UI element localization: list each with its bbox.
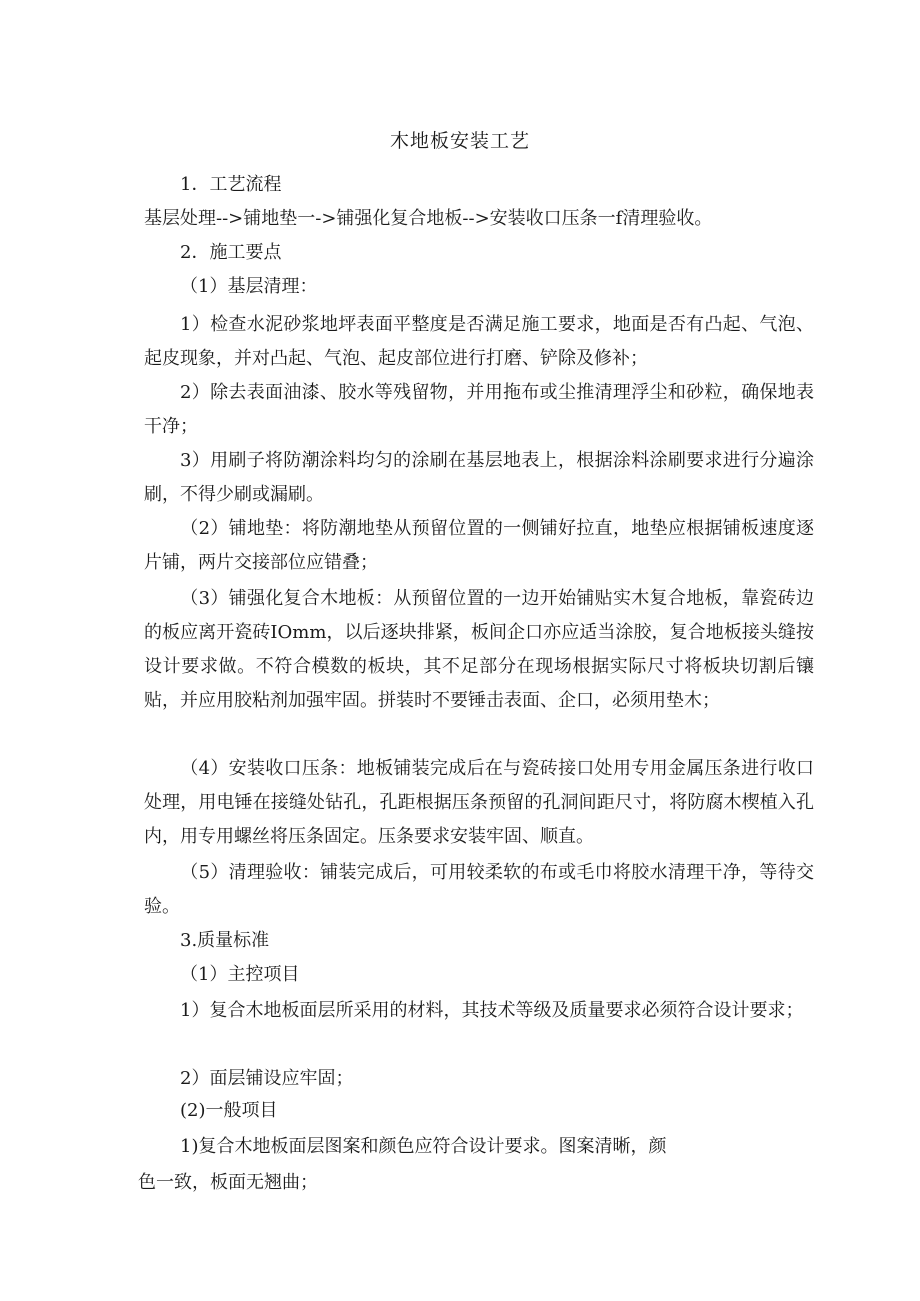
paragraph-text: 1）复合木地板面层所采用的材料，其技术等级及质量要求必须符合设计要求；	[180, 1000, 804, 1021]
paragraph-text: （2）铺地垫：将防潮地垫从预留位置的一侧铺好拉直，地垫应根据铺板速度逐片铺，两片交接部位应错叠；	[144, 518, 814, 573]
paragraph-text: 3）用刷子将防潮涂料均匀的涂刷在基层地表上，根据涂料涂刷要求进行分遍涂刷，不得少刷或漏刷。	[144, 450, 814, 505]
paragraph-laminate-flooring	[144, 582, 814, 718]
paragraph-pattern-color-cont	[138, 1166, 808, 1200]
paragraph-pattern-color	[144, 1130, 814, 1164]
process-flow	[144, 202, 814, 236]
paragraph-text: 基层处理-->铺地垫一->铺强化复合地板-->安装收口压条一f清理验收。	[144, 208, 713, 229]
paragraph-text: （1）主控项目	[180, 964, 300, 985]
subheading-main-control	[144, 958, 814, 992]
paragraph-text: (2)一般项目	[180, 1100, 278, 1121]
paragraph-materials	[144, 994, 814, 1028]
paragraph-text: 色一致，板面无翘曲；	[138, 1172, 318, 1193]
paragraph-text: 3.质量标准	[180, 930, 270, 951]
subheading-base-cleaning	[144, 270, 814, 304]
paragraph-underlay	[144, 512, 814, 580]
section-heading-construction	[144, 236, 814, 270]
paragraph-text: 1．工艺流程	[180, 174, 282, 195]
section-heading-quality	[144, 924, 814, 958]
paragraph-text: （5）清理验收：铺装完成后，可用较柔软的布或毛巾将胶水清理干净，等待交验。	[144, 862, 814, 917]
paragraph-text: 1）检查水泥砂浆地坪表面平整度是否满足施工要求，地面是否有凸起、气泡、起皮现象，并对凸起、气泡、起皮部位进行打磨、铲除及修补；	[144, 314, 814, 369]
paragraph-moisture-coating	[144, 444, 814, 512]
paragraph-text: 1)复合木地板面层图案和颜色应符合设计要求。图案清晰，颜	[180, 1136, 667, 1157]
paragraph-check-flatness	[144, 308, 814, 376]
document-title: 木地板安装工艺	[389, 130, 530, 152]
paragraph-text: 2）除去表面油漆、胶水等残留物，并用拖布或尘推清理浮尘和砂粒，确保地表干净；	[144, 382, 814, 437]
paragraph-remove-residue	[144, 376, 814, 444]
paragraph-text: （4）安装收口压条：地板铺装完成后在与瓷砖接口处用专用金属压条进行收口处理，用电锤在接缝处钻孔，孔距根据压条预留的孔洞间距尺寸，将防腐木楔植入孔内，用专用螺丝将压条固定。压条要求安装牢固、顺直。	[144, 758, 814, 847]
section-heading-process	[144, 168, 814, 202]
paragraph-text: （3）铺强化复合木地板：从预留位置的一边开始铺贴实木复合地板，靠瓷砖边的板应离开瓷砖IOmm，以后逐块排紧，板间企口亦应适当涂胶，复合地板接头缝按设计要求做。不符合模数的板块，其不足部分在现场根据实际尺寸将板块切割后镶贴，并应用胶粘剂加强牢固。拼装时不要锤击表面、企口，必须用垫木；	[144, 588, 814, 711]
paragraph-text: （1）基层清理：	[180, 276, 318, 297]
paragraph-cleaning-acceptance	[144, 856, 814, 924]
paragraph-text: 2）面层铺设应牢固；	[180, 1068, 354, 1089]
paragraph-text: 2．施工要点	[180, 242, 282, 263]
paragraph-trim-strip	[144, 752, 814, 854]
paragraph-surface-firm	[144, 1062, 814, 1096]
subheading-general-items	[144, 1094, 814, 1128]
